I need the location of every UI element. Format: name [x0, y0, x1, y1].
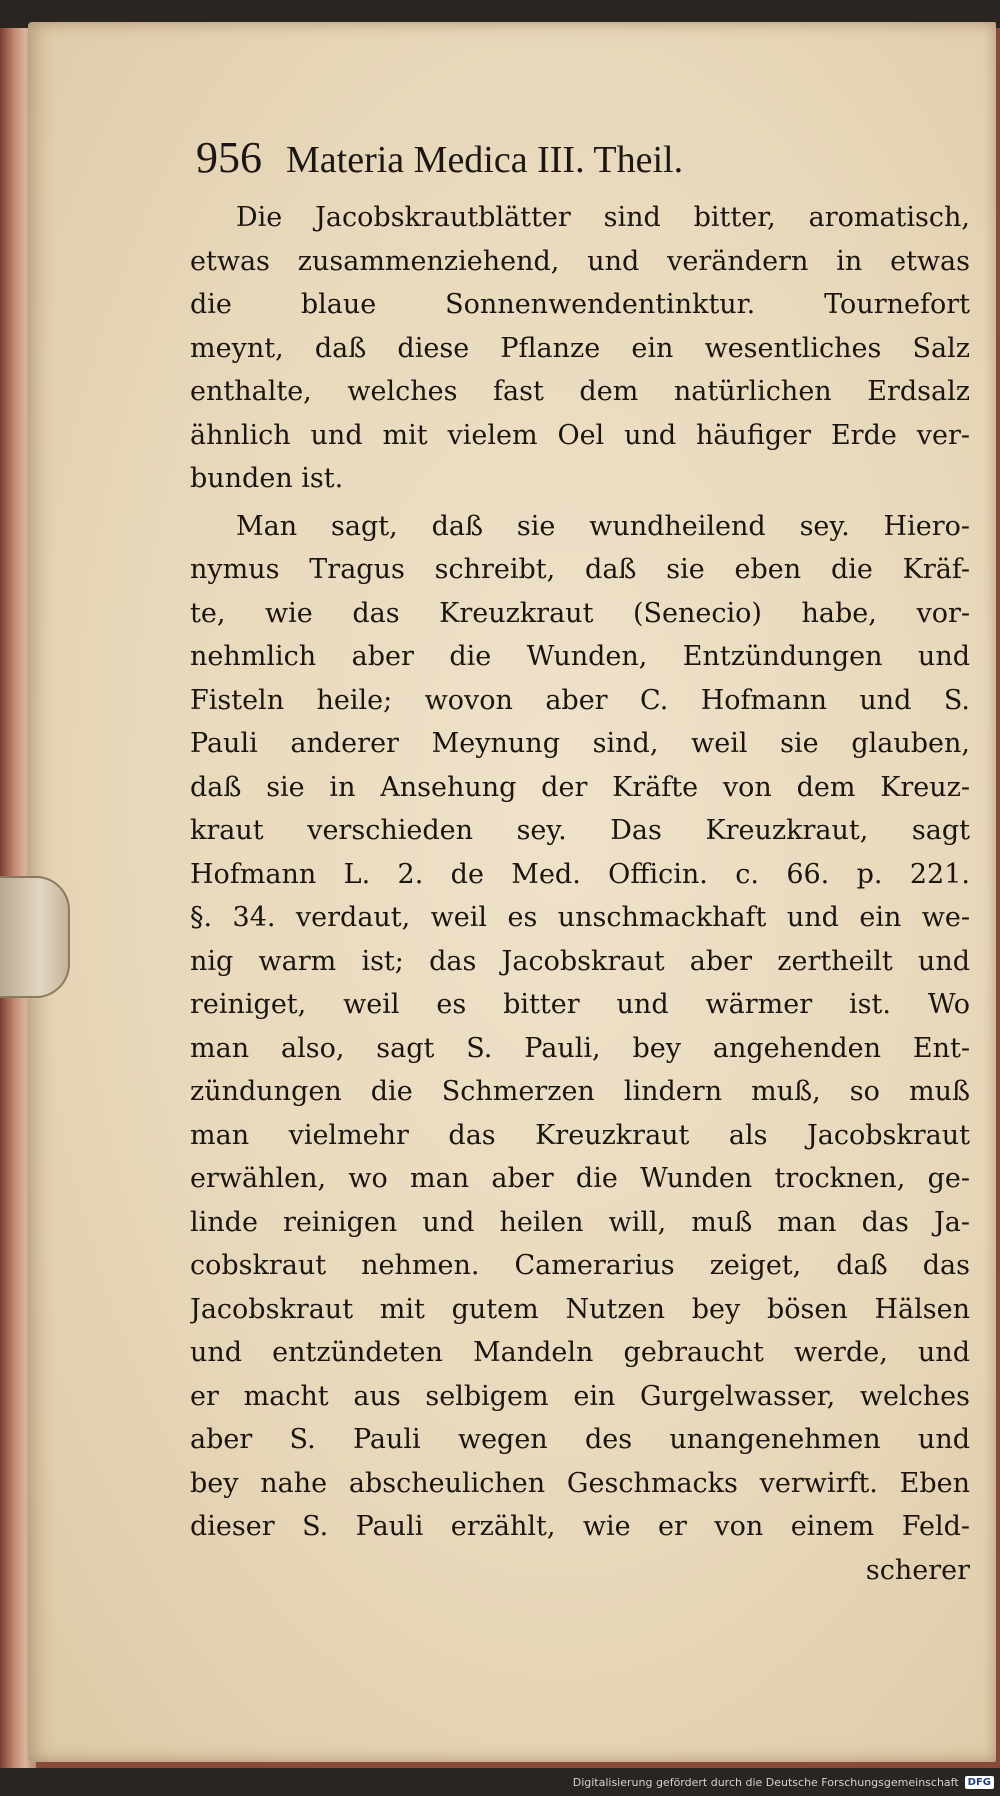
paragraph [190, 196, 970, 501]
text-line: reiniget, weil es bitter und wärmer ist. Wo [190, 989, 970, 1020]
page-header [196, 132, 896, 192]
text-line: er macht aus selbigem ein Gurgelwasser, welches [190, 1380, 970, 1412]
text-line: man also, sagt S. Pauli, bey angehenden Ent- [190, 1032, 970, 1064]
text-line: erwählen, wo man aber die Wunden trocknen, ge- [190, 1163, 970, 1194]
book-clasp [0, 876, 70, 998]
text-line: meynt, daß diese Pflanze ein wesentliches Salz [190, 332, 970, 364]
text-line: bunden ist. [190, 463, 344, 494]
text-line: nymus Tragus schreibt, daß sie eben die Kräf- [190, 554, 970, 585]
text-line: Fisteln heile; wovon aber C. Hofmann und S. [190, 684, 970, 716]
text-line: nig warm ist; das Jacobskraut aber zertheilt und [190, 945, 970, 977]
text-line: te, wie das Kreuzkraut (Senecio) habe, vor- [190, 597, 970, 629]
page-number: 956 [196, 133, 262, 182]
funding-credit: Digitalisierung gefördert durch die Deutsche Forschungsgemeinschaft [572, 1775, 959, 1789]
text-line: aber S. Pauli wegen des unangenehmen und [190, 1424, 970, 1455]
text-line: §. 34. verdaut, weil es unschmackhaft und ein we- [190, 902, 970, 933]
text-line: Jacobskraut mit gutem Nutzen bey bösen Hälsen [190, 1293, 970, 1325]
text-line: daß sie in Ansehung der Kräfte von dem Kreuz- [190, 771, 970, 803]
paragraph [190, 505, 970, 1549]
text-line: cobskraut nehmen. Camerarius zeiget, daß das [190, 1250, 970, 1281]
text-line: dieser S. Pauli erzählt, wie er von einem Feld- [190, 1511, 970, 1542]
text-line: man vielmehr das Kreuzkraut als Jacobskraut [190, 1119, 970, 1151]
text-line: Hofmann L. 2. de Med. Officin. c. 66. p. 221. [190, 858, 970, 890]
text-line: Pauli anderer Meynung sind, weil sie glauben, [190, 728, 970, 759]
text-line: die blaue Sonnenwendentinktur. Tournefort [190, 289, 970, 320]
body-text [190, 196, 970, 1592]
catchword: scherer [865, 1554, 970, 1586]
text-line: Man sagt, daß sie wundheilend sey. Hiero- [236, 510, 970, 542]
text-line: enthalte, welches fast dem natürlichen Erdsalz [190, 376, 970, 407]
dfg-logo: DFG [965, 1776, 994, 1789]
text-line: ähnlich und mit vielem Oel und häufiger Erde ver- [190, 419, 970, 451]
text-line: linde reinigen und heilen will, muß man das Ja- [190, 1206, 970, 1238]
text-line: etwas zusammenziehend, und verändern in etwas [190, 245, 970, 277]
text-line: Die Jacobskrautblätter sind bitter, aromatisch, [236, 202, 970, 233]
text-line: und entzündeten Mandeln gebraucht werde, und [190, 1337, 970, 1368]
running-title: Materia Medica III. Theil. [286, 139, 684, 181]
digitization-footer [573, 1772, 994, 1792]
text-line: bey nahe abscheulichen Geschmacks verwirft. Eben [190, 1467, 970, 1499]
text-line: kraut verschieden sey. Das Kreuzkraut, sagt [190, 815, 970, 846]
text-line: nehmlich aber die Wunden, Entzündungen und [190, 641, 970, 672]
text-line: zündungen die Schmerzen lindern muß, so muß [190, 1076, 970, 1107]
